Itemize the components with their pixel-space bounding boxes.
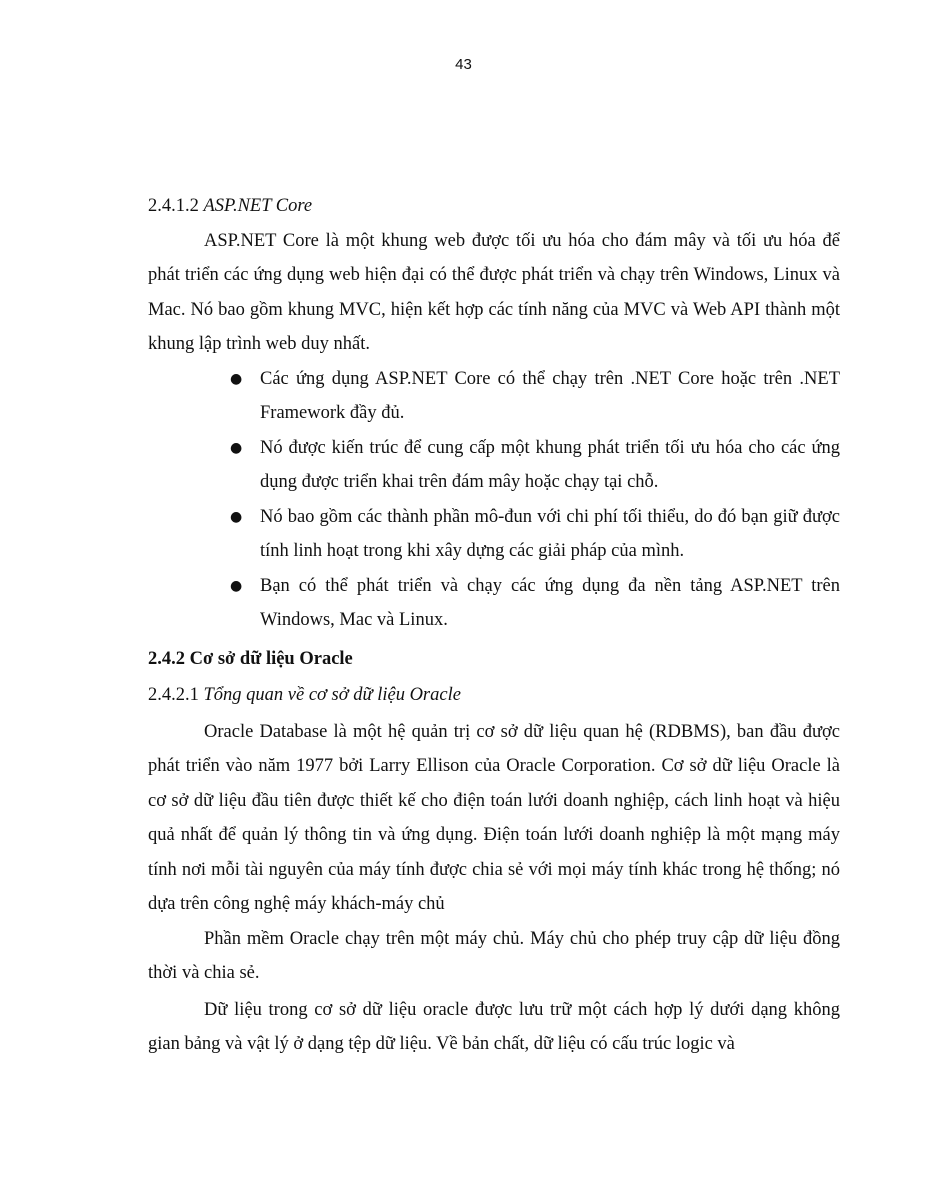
page-number: 43 [455, 56, 472, 73]
bullet-list-aspnet-core [148, 362, 840, 638]
list-item [230, 362, 840, 431]
bullet-icon: ● [230, 370, 243, 387]
list-item [230, 569, 840, 638]
section-heading-2-4-2: 2.4.2 Cơ sở dữ liệu Oracle [148, 648, 353, 669]
bullet-icon: ● [230, 508, 243, 525]
bullet-icon: ● [230, 577, 243, 594]
list-item-text: Nó bao gồm các thành phần mô-đun với chi phí tối thiểu, do đó bạn giữ được tính linh hoạt trong khi xây dựng các giải pháp của mình. [260, 506, 840, 561]
paragraph-oracle-overview: Oracle Database là một hệ quản trị cơ sở dữ liệu quan hệ (RDBMS), ban đầu được phát triển vào năm 1977 bởi Larry Ellison của Oracle Corporation. Cơ sở dữ liệu Oracle là cơ sở dữ liệu đầu tiên được thiết kế cho điện toán lưới doanh nghiệp, cách linh hoạt và hiệu quả nhất để quản lý thông tin và ứng dụng. Điện toán lưới doanh nghiệp là một mạng máy tính nơi mỗi tài nguyên của máy tính được chia sẻ với mọi máy tính khác trong hệ thống; nó dựa trên công nghệ máy khách-máy chủ [148, 721, 840, 914]
section-title: Tổng quan về cơ sở dữ liệu Oracle [203, 685, 461, 705]
section-number: 2.4.1.2 [148, 196, 199, 216]
section-heading-2-4-2-1 [148, 678, 840, 713]
list-item-text: Bạn có thể phát triển và chạy các ứng dụng đa nền tảng ASP.NET trên Windows, Mac và Linux. [260, 575, 840, 630]
list-item-text: Nó được kiến trúc để cung cấp một khung phát triển tối ưu hóa cho các ứng dụng được triển khai trên đám mây hoặc chạy tại chỗ. [260, 437, 840, 492]
paragraph-aspnet-core-intro: ASP.NET Core là một khung web được tối ưu hóa cho đám mây và tối ưu hóa để phát triển các ứng dụng web hiện đại có thể được phát triển và chạy trên Windows, Linux và Mac. Nó bao gồm khung MVC, hiện kết hợp các tính năng của MVC và Web API thành một khung lập trình web duy nhất. [148, 230, 840, 354]
list-item [230, 431, 840, 500]
page-content [148, 189, 840, 1062]
section-title: ASP.NET Core [203, 196, 313, 216]
paragraph-oracle-server: Phần mềm Oracle chạy trên một máy chủ. Máy chủ cho phép truy cập dữ liệu đồng thời và chia sẻ. [148, 928, 840, 983]
section-number: 2.4.2.1 [148, 685, 199, 705]
list-item [230, 500, 840, 569]
section-heading-2-4-1-2 [148, 189, 840, 224]
paragraph-oracle-storage: Dữ liệu trong cơ sở dữ liệu oracle được lưu trữ một cách hợp lý dưới dạng không gian bảng và vật lý ở dạng tệp dữ liệu. Về bản chất, dữ liệu có cấu trúc logic và [148, 999, 840, 1054]
bullet-icon: ● [230, 439, 243, 456]
list-item-text: Các ứng dụng ASP.NET Core có thể chạy trên .NET Core hoặc trên .NET Framework đầy đủ. [260, 368, 840, 423]
